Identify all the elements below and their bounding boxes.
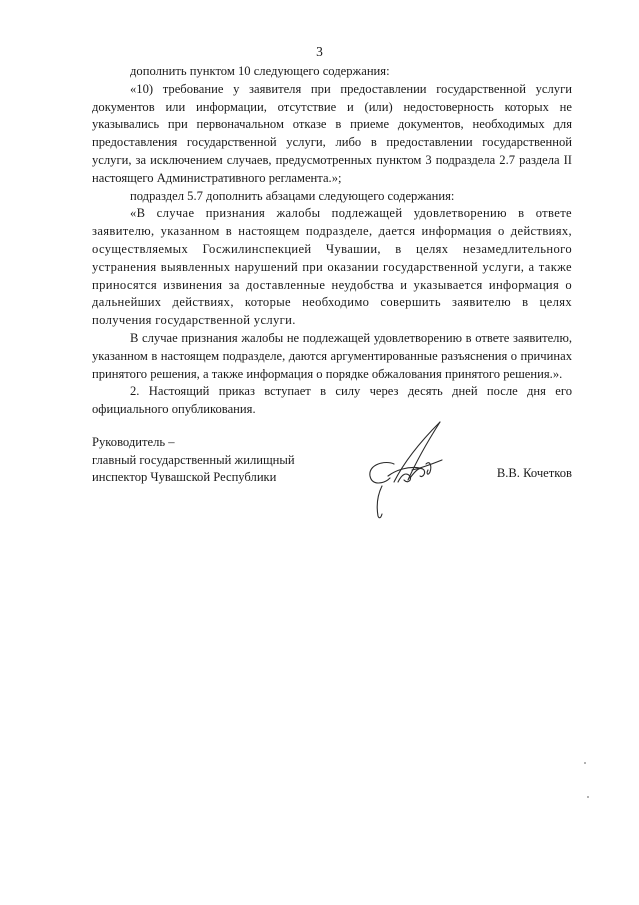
scan-speck: [584, 762, 586, 764]
scan-speck: [587, 796, 589, 798]
document-body: [92, 63, 572, 419]
paragraph-entry-into-force: 2. Настоящий приказ вступает в силу через десять дней после дня его официального опубликования.: [92, 384, 572, 417]
paragraph-add-item-10: дополнить пунктом 10 следующего содержания:: [130, 64, 390, 78]
signature-block: [92, 434, 572, 524]
paragraph-complaint-satisfied: «В случае признания жалобы подлежащей удовлетворению в ответе заявителю, указанном в настоящем подразделе, дается информация о действиях, осуществляемых Госжилинспекцией Чувашии, в целях незамедлительного устранения выявленных нарушений при оказании государственной услуги, а также приносятся извинения за доставленные неудобства и указывается информация о дальнейших действиях, которые необходимо совершить заявителю в целях получения государственной услуги.: [92, 206, 572, 328]
handwritten-signature: [360, 420, 456, 520]
paragraph-complaint-rejected: В случае признания жалобы не подлежащей удовлетворению в ответе заявителю, указанном в настоящем подразделе, даются аргументированные разъяснения о причинах принятого решения, а также информация о порядке обжалования принятого решения.».: [92, 330, 572, 381]
signatory-title-line: инспектор Чувашской Республики: [92, 470, 277, 485]
signatory-title-line: главный государственный жилищный: [92, 452, 295, 467]
signatory-name: В.В. Кочетков: [496, 466, 572, 480]
paragraph-add-subsection-5-7: подраздел 5.7 дополнить абзацами следующего содержания:: [130, 188, 455, 203]
signatory-title: [92, 434, 295, 487]
paragraph-item-10-text: «10) требование у заявителя при предоставлении государственной услуги документов или информации, отсутствие и (или) недостоверность которых не указывались при первоначальном отказе в приеме документов, необходимых для предоставления государственной услуги, либо в предоставлении государственной услуги, за исключением случаев, предусмотренных пунктом 3 подраздела 2.7 раздела II настоящего Административного регламента.»;: [92, 81, 572, 185]
page-number: 3: [316, 44, 323, 59]
signatory-title-line: Руководитель –: [92, 435, 175, 449]
